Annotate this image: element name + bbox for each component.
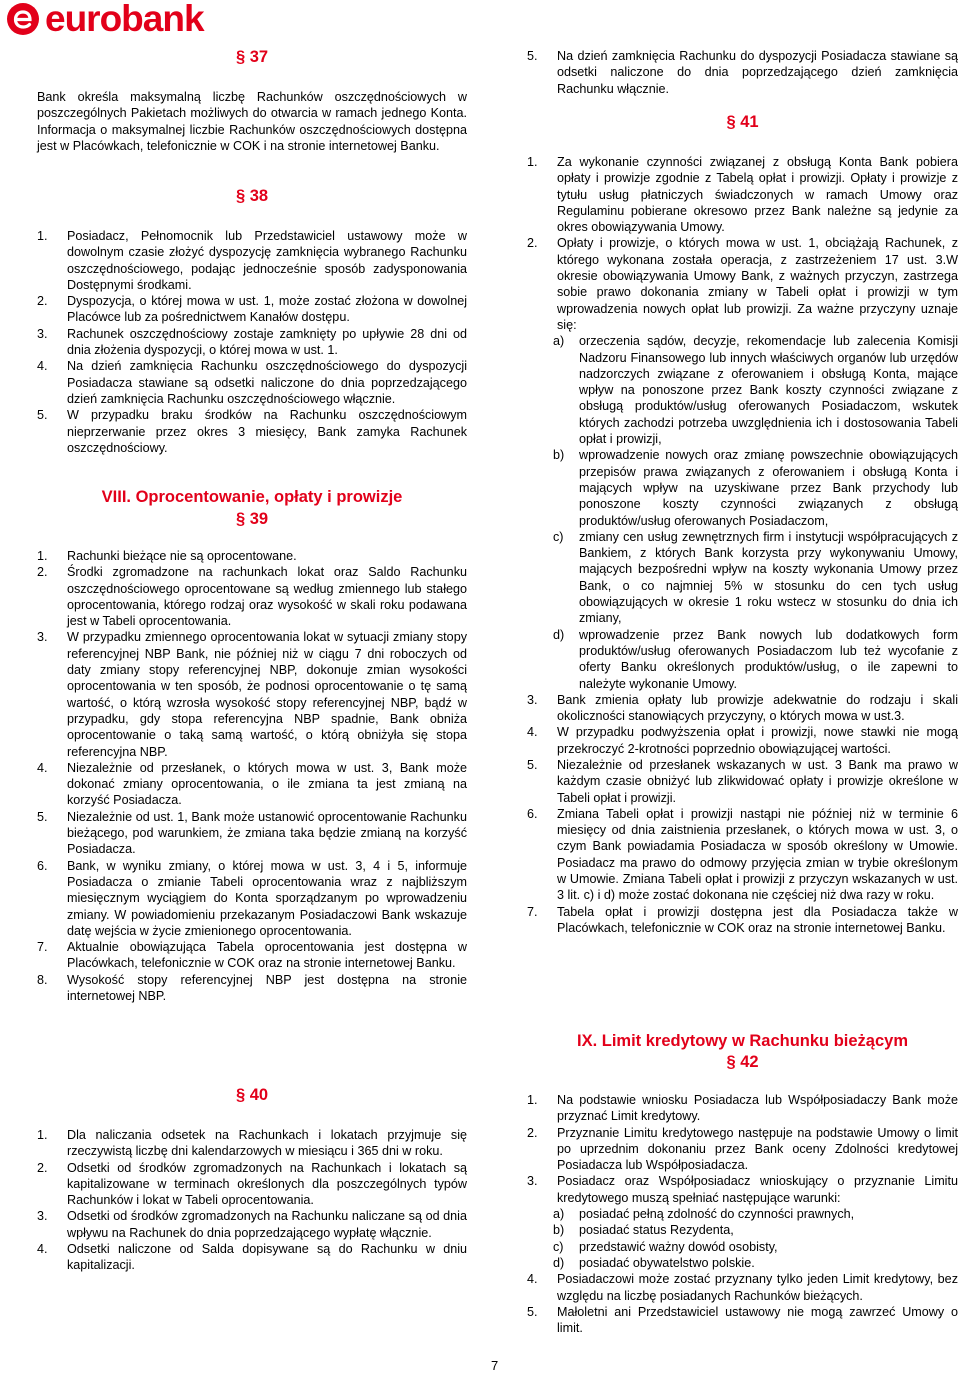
item-text: Środki zgromadzone na rachunkach lokat oraz Saldo Rachunku oszczędnościowego oprocentowane są według zmiennego lub stałego oprocentowania, którego rodzaj oraz wysokość w skali roku podawana jest w Tabeli oprocentowania.: [67, 565, 467, 629]
list-item: [37, 972, 467, 1005]
sub-item-letter: a): [553, 1207, 565, 1222]
list-item: [37, 548, 467, 564]
sub-item-text: zmiany cen usług zewnętrznych firm i instytucji współpracujących z Bankiem, z których Bank korzysta przy wykonywaniu Umowy, mających bezpośredni wpływ na koszty wykonania Umowy przez Bank, o co najmniej 5% w stosunku do cen tych usług obowiązujących w okresie 1 roku wstecz w stosunku do dnia ich zmiany,: [579, 529, 958, 626]
section-38-list: [37, 228, 467, 456]
section-sign-38: § 38: [235, 187, 269, 205]
sub-item-text: posiadać pełną zdolność do czynności prawnych,: [579, 1207, 855, 1222]
list-item: [527, 692, 958, 725]
item-text: Odsetki od środków zgromadzonych na Rachunku naliczane są od dnia wpływu na Rachunek do dnia poprzedzającego wypłatę włącznie.: [67, 1209, 467, 1240]
section-sign-39: § 39: [235, 510, 269, 528]
sub-item-text: wprowadzenie nowych oraz zmianę powszechnie obowiązujących przepisów prawa związanych z oferowaniem i obsługą Konta i mających wpływ na uzyskiwane przez Bank przychody lub ponoszone koszty czynności związanych z obsługą produktów/usług oferowanych Posiadaczom,: [579, 448, 958, 528]
item-text: Rachunki bieżące nie są oprocentowane.: [67, 549, 297, 563]
sub-item-text: przedstawić ważny dowód osobisty,: [579, 1239, 778, 1254]
list-item: [37, 228, 467, 293]
eurobank-e-icon: [6, 2, 40, 36]
sub-item: [553, 1206, 958, 1222]
section-37-body: [37, 89, 467, 154]
item-number: 5.: [37, 809, 48, 824]
item-number: 1.: [37, 549, 48, 563]
list-item: [527, 1125, 958, 1174]
item-text: Na dzień zamknięcia Rachunku do dyspozycji Posiadacza stawiane są odsetki naliczone do dnia poprzedzającego dzień zamknięcia Rachunku włącznie.: [557, 49, 958, 96]
item-number: 1.: [527, 155, 538, 169]
item-number: 6.: [37, 858, 48, 873]
eurobank-logo: [6, 0, 204, 39]
list-item: [37, 358, 467, 407]
sub-item-text: posiadać status Rezydenta,: [579, 1223, 734, 1238]
page-number: 7: [491, 1358, 499, 1373]
sub-item-letter: d): [553, 1255, 565, 1270]
list-item: [527, 757, 958, 806]
item-number: 4.: [527, 725, 538, 740]
item-text: Opłaty i prowizje, o których mowa w ust. 1, obciążają Rachunek, z którego wykonana została operacja, z zastrzeżeniem 17 ust. 3.W okresie obowiązywania Umowy Bank, z ważnych przyczyn, zastrzega sobie prawo dokonania zmiany w Tabeli opłat i prowizji w tym wprowadzenia nowych opłat lub prowizji. Za ważne przyczyny uznaje się:: [557, 236, 958, 332]
list-item: [527, 806, 958, 904]
item-text: W przypadku braku środków na Rachunku oszczędnościowym nieprzerwanie przez okres 3 miesięcy, Bank zamyka Rachunek oszczędnościowy.: [67, 408, 467, 455]
item-text: Na podstawie wniosku Posiadacza lub Współposiadaczy Bank może przyznać Limit kredytowy.: [557, 1093, 958, 1124]
chapter-9-heading: IX. Limit kredytowy w Rachunku bieżącym: [576, 1032, 908, 1050]
list-item: [37, 293, 467, 326]
item-number: 3.: [527, 1174, 538, 1189]
sub-item-text: wprowadzenie przez Bank nowych lub dodatkowych form produktów/usług oferowanych Posiadaczom lub też wycofanie z oferty Banku określonych produktów/usług, o ile zapewni to należyte wykonanie Umowy.: [579, 627, 958, 691]
list-item: [527, 1092, 958, 1125]
item-text: Wysokość stopy referencyjnej NBP jest dostępna na stronie internetowej NBP.: [67, 972, 467, 1004]
list-item: [37, 1160, 467, 1209]
section-37-text: Bank określa maksymalną liczbę Rachunków oszczędnościowych w poszczególnych Pakietach możliwych do otwarcia w ramach jednego Konta. Informacja o maksymalnej liczbie Rachunków oszczędnościowych dostępna jest w Placówkach, telefonicznie w COK i na stronie internetowej Banku.: [37, 90, 467, 153]
list-item: [527, 904, 958, 937]
item-number: 7.: [527, 904, 538, 919]
item-text: Za wykonanie czynności związanej z obsługą Konta Bank pobiera opłaty i prowizje zgodnie z Tabelą opłat i prowizji. Opłaty i prowizje z tytułu usług płatniczych świadczonych w ramach Umowy oraz Regulaminu pobierane okresowo przez Bank należne są jedynie za okres obowiązywania Umowy.: [557, 155, 958, 235]
item-number: 4.: [37, 760, 48, 775]
item-text: Odsetki naliczone od Salda dopisywane są do Rachunku w dniu kapitalizacji.: [67, 1242, 467, 1273]
item-text: Posiadacz, Pełnomocnik lub Przedstawiciel ustawowy może w dowolnym czasie złożyć dyspozycję zamknięcia wybranego Rachunku oszczędnościowego, podając jednocześnie sposób zadysponowania Dostępnymi środkami.: [67, 229, 467, 292]
item-number: 3.: [37, 1209, 48, 1224]
item-number: 5.: [37, 408, 48, 423]
sub-item-letter: c): [553, 1239, 564, 1254]
item-text: W przypadku zmiennego oprocentowania lokat w sytuacji zmiany stopy referencyjnej NBP Bank, nie później niż w ciągu 7 dni roboczych od daty zmiany stopy referencyjnej NBP, dokonuje zmian wysokości oprocentowania w ten sposób, że podnosi oprocentowanie o tę samą wartość, o którą wzrosła wysokość stopy referencyjnej NBP, bądź w przypadku, gdy stopa referencyjna NBP spadnie, Bank obniża oprocentowanie o taką samą wartość, o którą obniżyła się stopa referencyjna NBP.: [67, 630, 467, 759]
item-number: 1.: [37, 229, 48, 243]
section-41-list: [527, 154, 958, 936]
list-item: [37, 407, 467, 456]
list-item: [37, 1208, 467, 1241]
item-number: 6.: [527, 806, 538, 821]
sub-item-letter: a): [553, 334, 565, 349]
item-text: Bank, w wyniku zmiany, o której mowa w ust. 3, 4 i 5, informuje Posiadacza o zmianie Tabeli oprocentowania wraz z najbliższym miesięcznym wyciągiem do Konta sporządzanym po wprowadzeniu zmiany. W powiadomieniu przekazanym Posiadaczowi Bank wskazuje datę wejścia w życie zmienionego oprocentowania.: [67, 858, 467, 938]
list-item: [37, 1241, 467, 1274]
list-item: [37, 809, 467, 858]
item-number: 5.: [527, 757, 538, 772]
item-text: Niezależnie od przesłanek wskazanych w ust. 3 Bank ma prawo w każdym czasie obniżyć lub zlikwidować opłaty i prowizje określone w Tabeli opłat i prowizji.: [557, 757, 958, 805]
item-text: Posiadaczowi może zostać przyznany tylko jeden Limit kredytowy, bez względu na liczbę posiadanych Rachunków bieżących.: [557, 1272, 958, 1303]
item-number: 2.: [37, 565, 48, 580]
section-40-continued: [527, 48, 958, 97]
item-number: 3.: [37, 326, 48, 341]
section-sign-42: § 42: [726, 1053, 759, 1071]
item-text: Na dzień zamknięcia Rachunku oszczędnościowego do dyspozycji Posiadacza stawiane są odsetki naliczone do dnia poprzedzającego dzień zamknięcia Rachunku oszczędnościowego włącznie.: [67, 359, 467, 406]
item-text: Odsetki od środków zgromadzonych na Rachunkach i lokatach są kapitalizowane w terminach określonych dla poszczególnych typów Rachunków i lokat w Tabeli oprocentowania.: [67, 1160, 467, 1208]
item-number: 3.: [37, 630, 48, 645]
section-sign-41: § 41: [726, 113, 759, 131]
item-number: 4.: [37, 1242, 48, 1257]
item-number: 1.: [527, 1093, 538, 1107]
section-sign-37: § 37: [235, 48, 269, 66]
item-number: 7.: [37, 940, 48, 955]
item-number: 8.: [37, 972, 48, 987]
section-42-list: [527, 1092, 958, 1336]
item-text: Aktualnie obowiązująca Tabela oprocentowania jest dostępna w Placówkach, telefonicznie w COK oraz na stronie internetowej Banku.: [67, 940, 467, 971]
list-item: [37, 760, 467, 809]
list-item: [37, 629, 467, 759]
sub-item-text: posiadać obywatelstwo polskie.: [579, 1255, 755, 1270]
list-item: [37, 326, 467, 359]
chapter-8-heading: VIII. Oprocentowanie, opłaty i prowizje: [101, 488, 403, 506]
item-text: Dla naliczania odsetek na Rachunkach i lokatach przyjmuje się rzeczywistą liczbę dni kalendarzowych w miesiącu i 365 dni w roku.: [67, 1128, 467, 1159]
item-text: Niezależnie od przesłanek, o których mowa w ust. 3, Bank może dokonać zmiany oprocentowania, o ile zmiana ta jest zmianą na korzyść Posiadacza.: [67, 760, 467, 808]
item-number: 4.: [37, 359, 48, 374]
list-item: [37, 1127, 467, 1160]
item-number: 3.: [527, 692, 538, 707]
section-40-list: [37, 1127, 467, 1274]
item-number: 5.: [527, 49, 538, 63]
sub-item: [553, 333, 958, 447]
section-39-list: [37, 548, 467, 1004]
sub-item: [553, 1222, 958, 1238]
sub-item: [553, 627, 958, 692]
item-text: Rachunek oszczędnościowy zostaje zamknięty po upływie 28 dni od dnia złożenia dyspozycji, o której mowa w ust. 1.: [67, 326, 467, 358]
item-number: 2.: [527, 1125, 538, 1140]
list-item: [527, 154, 958, 235]
list-item: [527, 48, 958, 97]
item-text: W przypadku podwyższenia opłat i prowizji, nowe stawki nie mogą przekroczyć 2-krotności poprzednio obowiązującej wartości.: [557, 725, 958, 756]
item-text: Zmiana Tabeli opłat i prowizji nastąpi nie później niż w terminie 6 miesięcy od dnia zaistnienia przesłanek, o których mowa w ust. 3, o czym Bank powiadamia Posiadacza w sposób określony w Umowie. Posiadacz ma prawo do odmowy przyjęcia zmian w trybie określonym w Umowie. Zmiana Tabeli opłat i prowizji z przyczyn wskazanych w ust. 3 lit. c) i d) może zostać dokonana nie częściej niż dwa razy w roku.: [557, 806, 958, 903]
item-number: 2.: [37, 294, 48, 309]
item-number: 2.: [37, 1160, 48, 1175]
sub-item: [553, 447, 958, 528]
item-text: Tabela opłat i prowizji dostępna jest dla Posiadacza także w Placówkach, telefonicznie w COK oraz na stronie internetowej Banku.: [557, 904, 958, 935]
item-number: 4.: [527, 1272, 538, 1287]
list-item: [37, 858, 467, 939]
brand-name: eurobank: [45, 0, 204, 39]
item-number: 5.: [527, 1304, 538, 1319]
sub-item: [553, 1239, 958, 1255]
sub-item-letter: d): [553, 627, 565, 642]
item-number: 1.: [37, 1128, 48, 1142]
sub-item-letter: b): [553, 1223, 565, 1238]
sub-item: [553, 529, 958, 627]
section-sign-40: § 40: [235, 1086, 269, 1104]
list-item: [527, 724, 958, 757]
item-text: Posiadacz oraz Współposiadacz wnioskujący o przyznanie Limitu kredytowego muszą spełniać następujące warunki:: [557, 1174, 958, 1205]
sub-item-letter: c): [553, 529, 564, 544]
list-item: [37, 939, 467, 972]
item-number: 2.: [527, 236, 538, 251]
list-item: [37, 564, 467, 629]
sub-item: [553, 1255, 958, 1271]
item-text: Małoletni ani Przedstawiciel ustawowy nie mogą zawrzeć Umowy o limit.: [557, 1304, 958, 1336]
item-text: Dyspozycja, o której mowa w ust. 1, może zostać złożona w dowolnej Placówce lub za pośrednictwem Kanałów dostępu.: [67, 294, 467, 325]
list-item: [527, 1271, 958, 1304]
list-item: [527, 235, 958, 333]
item-text: Niezależnie od ust. 1, Bank może ustanowić oprocentowanie Rachunku bieżącego, pod warunkiem, że zmiana taka będzie zmianą na korzyść Posiadacza.: [67, 809, 467, 857]
list-item: [527, 1173, 958, 1206]
item-text: Bank zmienia opłaty lub prowizje adekwatnie do rodzaju i skali okoliczności stanowiących przyczyny, o których mowa w ust.3.: [557, 692, 958, 724]
item-text: Przyznanie Limitu kredytowego następuje na podstawie Umowy o limit po uprzednim dokonaniu przez Bank oceny Zdolności kredytowej Posiadacza lub Współposiadacza.: [557, 1125, 958, 1173]
list-item: [527, 1304, 958, 1337]
sub-item-text: orzeczenia sądów, decyzje, rekomendacje lub zalecenia Komisji Nadzoru Finansowego lub innych właściwych organów lub urzędów nadzorczych związane z oferowaniem i obsługą Konta, mające wpływ na ponoszone przez Bank koszty czynności związane z obsługą produktów/usług oferowanych Posiadaczom, wskutek których zachodzi potrzeba uwzględnienia ich i dostosowania Tabeli opłat i prowizji,: [579, 334, 958, 447]
sub-item-letter: b): [553, 448, 565, 463]
